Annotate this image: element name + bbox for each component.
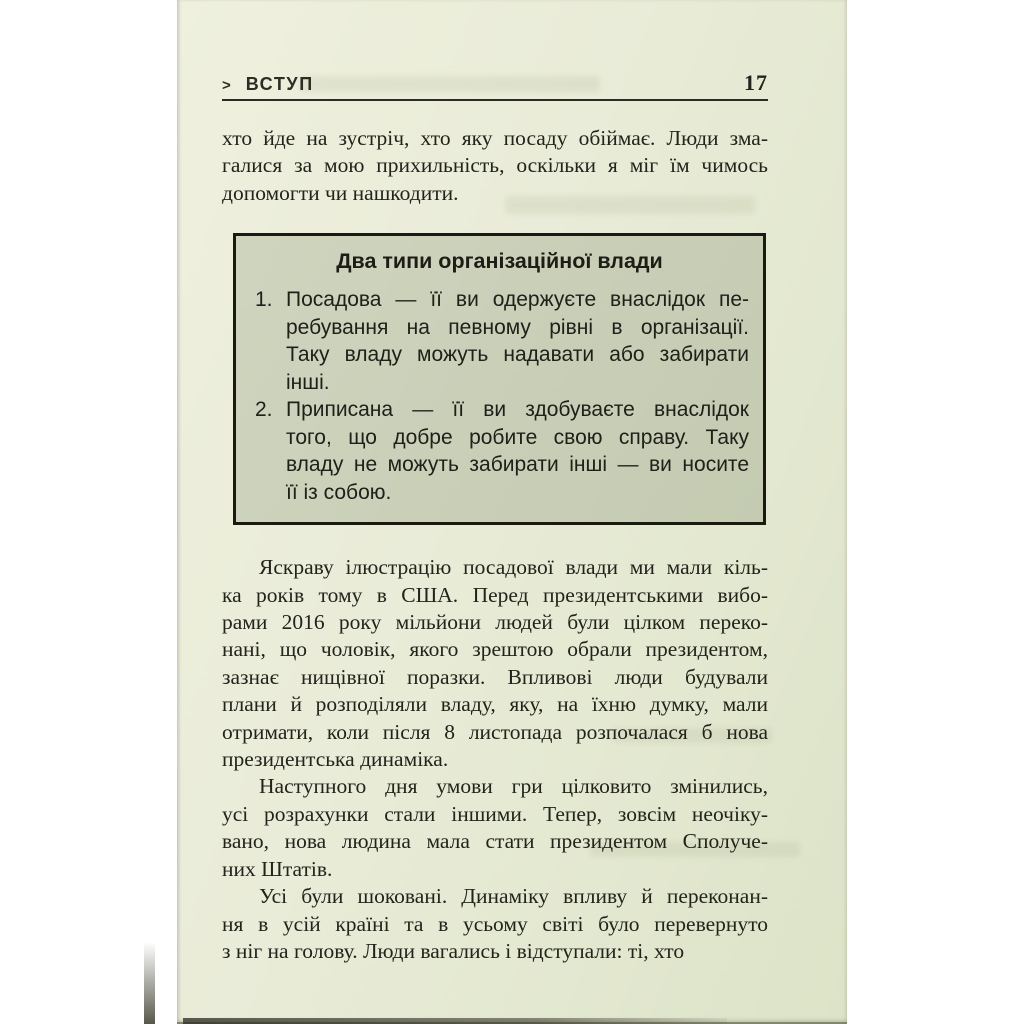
text-line: Приписана — її ви здобуваєте внаслідок (286, 398, 749, 422)
header-marker-icon: > (222, 77, 231, 94)
box-list-item (255, 286, 749, 396)
page-number: 17 (744, 70, 768, 95)
lead-paragraph (222, 125, 768, 207)
page-edge-shadow (144, 942, 155, 1024)
text-line: того, що добре робите свою справу. Таку (286, 425, 749, 449)
text-line: вано, нова людина мала стати президентом Сполуче- (222, 829, 768, 854)
text-line: президентська динаміка. (222, 747, 449, 772)
text-line: її із собою. (286, 480, 392, 504)
text-line: з ніг на голову. Люди вагались і відступали: ті, хто (222, 938, 685, 963)
text-line: ребування на певному рівні в організації. (286, 315, 749, 339)
paragraph (222, 125, 768, 207)
paragraph (222, 554, 768, 773)
text-line: допомогти чи нашкодити. (222, 180, 459, 205)
text-line: Посадова — її ви одержуєте внаслідок пе- (286, 288, 749, 312)
book-page (177, 0, 847, 1024)
text-line: отримати, коли після 8 листопада розпочалася б нова (222, 719, 768, 744)
text-line: плани й розподіляли владу, яку, на їхню думку, мали (222, 692, 768, 717)
text-line: Усі були шоковані. Динаміку впливу й переконан- (259, 884, 768, 909)
text-line: Яскраву ілюстрацію посадової влади ми мали кіль- (259, 555, 768, 580)
text-line: рами 2016 року мільйони людей були цілком переко- (222, 610, 768, 635)
text-line: ка років тому в США. Перед президентськими вибо- (222, 582, 768, 607)
box-list-item (255, 396, 749, 506)
page-bottom-shadow (183, 1018, 727, 1024)
running-header (222, 70, 768, 96)
paragraph (222, 883, 768, 965)
text-line: нані, що чоловік, якого зрештою обрали президентом, (222, 637, 768, 662)
text-line: усі розрахунки стали іншими. Тепер, зовсім неочіку- (222, 801, 768, 826)
text-line: хто йде на зустріч, хто яку посаду обіймає. Люди зма- (222, 126, 768, 150)
list-item-number: 2. (255, 398, 273, 422)
page-content (222, 0, 768, 965)
header-title: ВСТУП (245, 74, 314, 94)
text-line: ня в усій країні та в усьому світі було перевернуто (222, 911, 768, 936)
paragraph (222, 773, 768, 883)
text-line: них Штатів. (222, 856, 333, 881)
text-line: владу не можуть забирати інші — ви носите (286, 453, 749, 477)
power-types-box (233, 233, 766, 525)
box-list (236, 286, 763, 522)
text-line: зазнає нищівної поразки. Впливові люди будували (222, 664, 768, 689)
text-line: галися за мою прихильність, оскільки я міг їм чимось (222, 153, 768, 178)
body-paragraphs (222, 554, 768, 965)
header-rule (222, 99, 768, 101)
text-line: Наступного дня умови гри цілковито змінились, (259, 774, 768, 799)
text-line: інші. (286, 370, 330, 394)
text-line: Таку владу можуть надавати або забирати (286, 343, 749, 367)
box-title: Два типи організаційної влади (336, 249, 663, 274)
list-item-number: 1. (255, 288, 273, 312)
